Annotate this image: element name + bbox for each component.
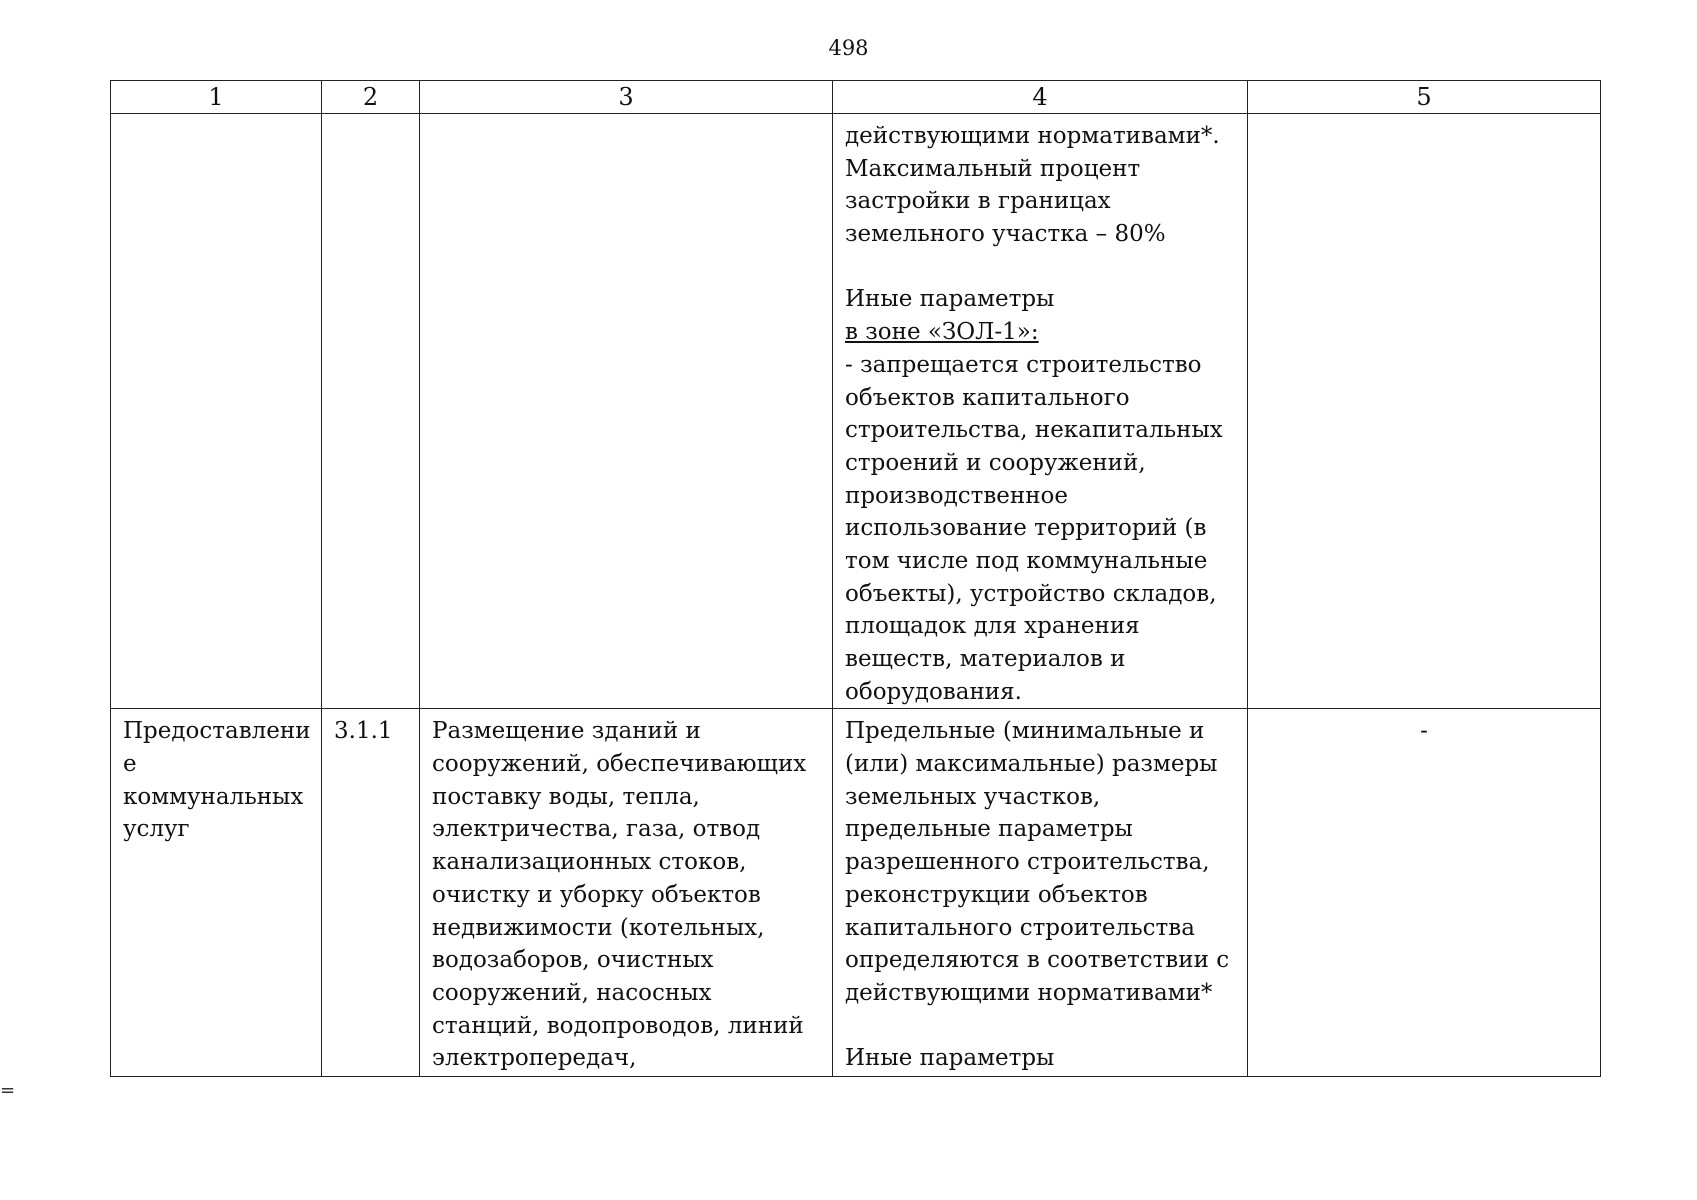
row1-col2-cell xyxy=(322,114,420,709)
row2-col1-line: коммунальных xyxy=(123,783,304,810)
row2-col4-line: капитального строительства xyxy=(845,914,1195,941)
row2-col3-line: станций, водопроводов, линий xyxy=(432,1012,804,1039)
row2-col3-line: поставку воды, тепла, xyxy=(432,783,700,810)
row2-col3-line: Размещение зданий и xyxy=(432,718,701,745)
row1-col4-line: производственное xyxy=(845,482,1069,509)
row1-col4-cell xyxy=(833,114,1248,709)
row2-col1-line: услуг xyxy=(123,816,190,843)
row1-col4-line: площадок для хранения xyxy=(845,613,1140,640)
row2-col4-blank-line xyxy=(845,1010,1235,1043)
row1-col4-line: строительства, некапитальных xyxy=(845,417,1223,444)
row2-col1-cell xyxy=(111,709,322,1077)
row2-col4-line: определяются в соответствии с xyxy=(845,947,1230,974)
row2-col4-line: земельных участков, xyxy=(845,783,1101,810)
margin-mark: = xyxy=(0,1080,16,1101)
row1-col4-line: Максимальный процент xyxy=(845,155,1141,182)
row1-col3-cell xyxy=(420,114,833,709)
row2-col4-line: предельные параметры xyxy=(845,816,1133,843)
row2-col3-line: канализационных стоков, xyxy=(432,849,747,876)
row2-col4-line: реконструкции объектов xyxy=(845,881,1148,908)
row2-col2-cell xyxy=(322,709,420,1077)
row2-col3-line: сооружений, обеспечивающих xyxy=(432,751,807,778)
row2-col4-line: (или) максимальные) размеры xyxy=(845,751,1218,778)
page-number: 498 xyxy=(828,36,869,60)
row2-col3-line: сооружений, насосных xyxy=(432,979,712,1006)
row1-col4-line: том числе под коммунальные xyxy=(845,547,1208,574)
row1-col4-line: застройки в границах xyxy=(845,188,1111,215)
row1-col4-line: веществ, материалов и xyxy=(845,646,1126,672)
row1-col1-cell xyxy=(111,114,322,709)
row1-col5-cell xyxy=(1248,114,1601,709)
header-col-2: 2 xyxy=(322,81,420,114)
row1-col4-line: - запрещается строительство xyxy=(845,351,1202,378)
row2-col4-cell xyxy=(833,709,1248,1077)
table-row xyxy=(111,114,1601,709)
zoning-table xyxy=(110,80,1601,1077)
row2-col1-line: е xyxy=(123,751,137,778)
row2-col4-line: действующими нормативами* xyxy=(845,979,1213,1006)
table-header-row xyxy=(111,81,1601,114)
row2-col1-line: Предоставлени xyxy=(123,718,311,745)
row1-col4-line: строений и сооружений, xyxy=(845,449,1146,476)
row1-col4-line: земельного участка – 80% xyxy=(845,221,1166,248)
row2-col3-line: электропередач, xyxy=(432,1045,637,1072)
row2-col4-line: разрешенного строительства, xyxy=(845,849,1210,876)
row1-col4-line: оборудования. xyxy=(845,678,1022,705)
row1-col4-line: объекты), устройство складов, xyxy=(845,580,1217,607)
row2-col5-dash: - xyxy=(1420,718,1428,745)
row1-col4-line: действующими нормативами*. xyxy=(845,123,1220,149)
row1-col4-line: использование территорий (в xyxy=(845,515,1207,542)
row2-col3-line: недвижимости (котельных, xyxy=(432,914,765,941)
row2-col5-cell xyxy=(1248,709,1601,1077)
header-col-1: 1 xyxy=(111,81,322,114)
row1-col4-blank-line xyxy=(845,251,1235,284)
row2-col3-line: очистку и уборку объектов xyxy=(432,881,761,908)
row2-col3-cell xyxy=(420,709,833,1077)
table-row xyxy=(111,709,1601,1077)
row2-code: 3.1.1 xyxy=(334,718,393,745)
header-col-4: 4 xyxy=(833,81,1248,114)
row2-col4-line: Предельные (минимальные и xyxy=(845,718,1205,745)
row2-col3-line: водозаборов, очистных xyxy=(432,947,714,974)
row2-col3-line: электричества, газа, отвод xyxy=(432,816,761,843)
row2-col4-line: Иные параметры xyxy=(845,1045,1055,1072)
header-col-3: 3 xyxy=(420,81,833,114)
row1-col4-line: объектов капитального xyxy=(845,384,1130,411)
row1-col4-line: Иные параметры xyxy=(845,286,1055,313)
zone-heading-underlined: в зоне «ЗОЛ-1»: xyxy=(845,319,1039,346)
header-col-5: 5 xyxy=(1248,81,1601,114)
